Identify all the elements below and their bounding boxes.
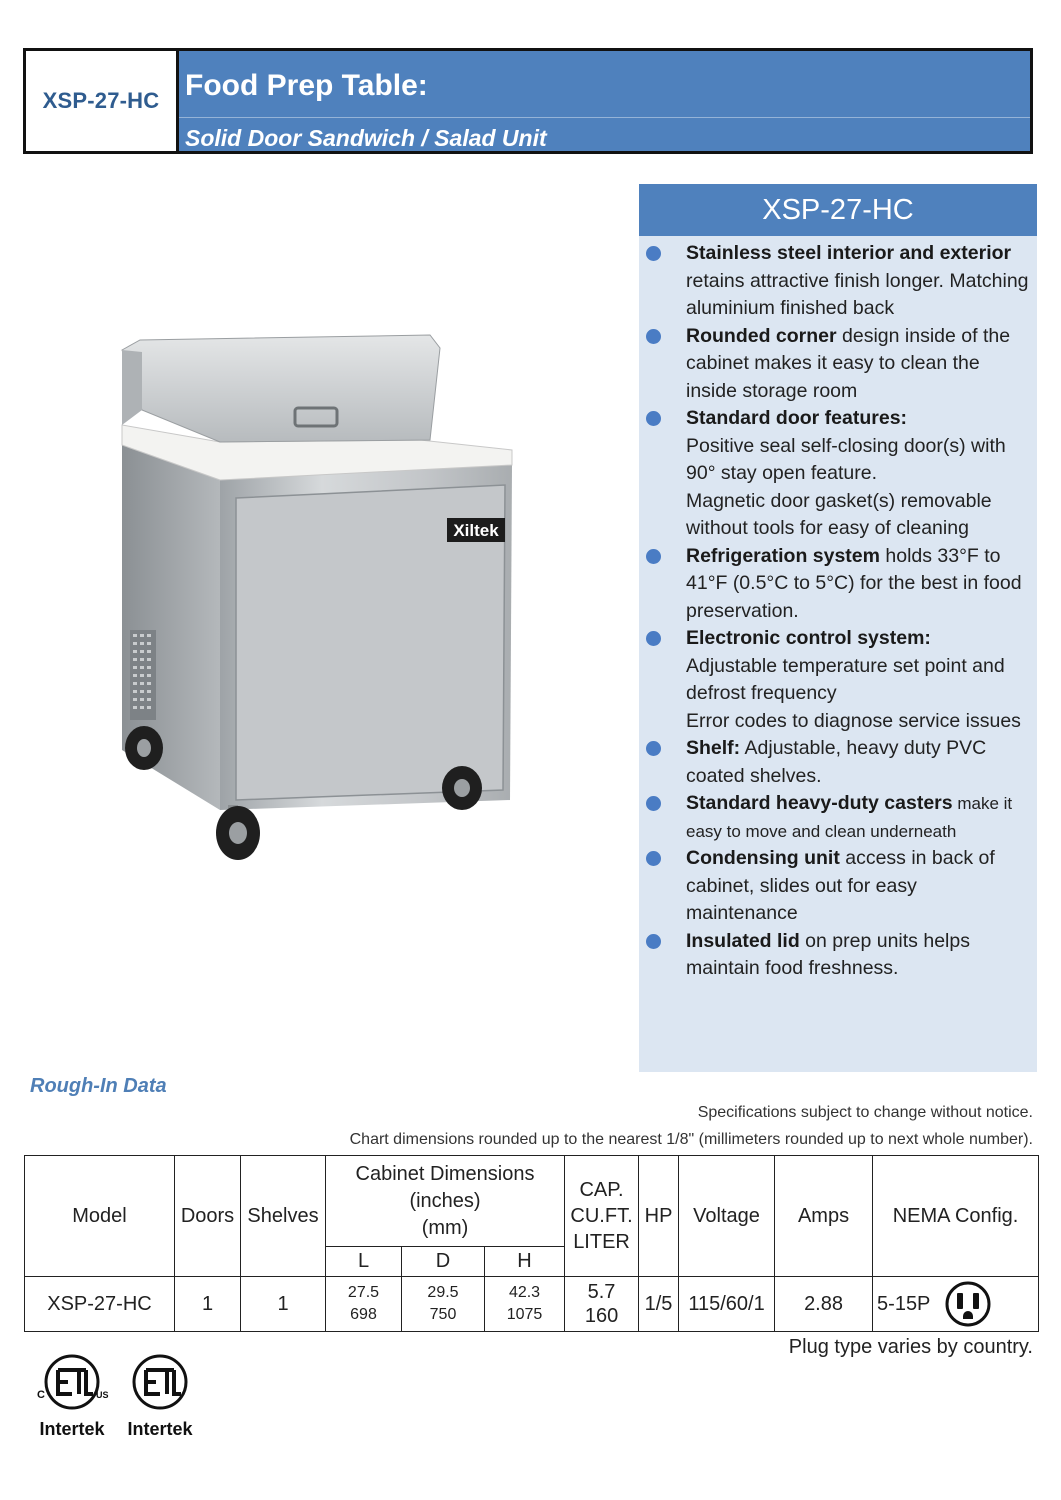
feature-item: Refrigeration system holds 33°F to 41°F (0.5°C to 5°C) for the best in food preservation. xyxy=(639,543,1033,626)
brand-label: Xiltek xyxy=(453,521,499,540)
header-bar xyxy=(23,48,1033,154)
header-h: H xyxy=(485,1247,565,1277)
cell-nema xyxy=(873,1277,1039,1332)
cell-doors: 1 xyxy=(175,1277,241,1332)
cell-shelves: 1 xyxy=(241,1277,326,1332)
cell-length: 27.5 698 xyxy=(326,1277,402,1332)
feature-item: Insulated lid on prep units helps maintain food freshness. xyxy=(639,928,1033,983)
header-d: D xyxy=(402,1247,485,1277)
header-divider xyxy=(179,117,1030,118)
table-header-row xyxy=(25,1156,1039,1247)
spec-table xyxy=(24,1155,1039,1332)
header-capacity: CAP. CU.FT. LITER xyxy=(565,1156,639,1277)
cell-capacity: 5.7 160 xyxy=(565,1277,639,1332)
header-cabinet-dimensions: Cabinet Dimensions (inches) (mm) xyxy=(326,1156,565,1247)
page-subtitle: Solid Door Sandwich / Salad Unit xyxy=(185,125,547,151)
bullet-icon xyxy=(646,631,661,646)
spec-note: Specifications subject to change without notice. xyxy=(697,1104,1033,1121)
bullet-icon xyxy=(646,246,661,261)
header-doors: Doors xyxy=(175,1156,241,1277)
header-shelves: Shelves xyxy=(241,1156,326,1277)
feature-item: Standard heavy-duty casters make it easy to move and clean underneath xyxy=(639,790,1033,845)
product-image xyxy=(100,330,540,870)
svg-text:US: US xyxy=(96,1390,109,1400)
caster-front-left xyxy=(216,805,260,860)
etl-sanitation-mark xyxy=(120,1350,200,1440)
rough-in-title: Rough-In Data xyxy=(30,1075,167,1097)
header-model-cell xyxy=(26,51,179,151)
page-title: Food Prep Table: xyxy=(185,69,428,102)
nema-value: 5-15P xyxy=(877,1292,931,1315)
caster-front-right xyxy=(442,766,482,810)
cell-amps: 2.88 xyxy=(775,1277,873,1332)
svg-text:C: C xyxy=(37,1389,45,1401)
sliding-lid xyxy=(122,335,440,442)
plug-outlet-icon xyxy=(944,1280,992,1328)
header-amps: Amps xyxy=(775,1156,873,1277)
feature-item: Condensing unit access in back of cabinet, slides out for easy maintenance xyxy=(639,845,1033,928)
chart-note: Chart dimensions rounded up to the nearest 1/8" (millimeters rounded up to next whole number). xyxy=(349,1131,1033,1148)
plug-note: Plug type varies by country. xyxy=(788,1336,1033,1358)
cell-height: 42.3 1075 xyxy=(485,1277,565,1332)
feature-item: Rounded corner design inside of the cabinet makes it easy to clean the inside storage room xyxy=(639,323,1033,406)
feature-item: Standard door features: Positive seal self-closing door(s) with 90° stay open feature. Magnetic door gasket(s) removable without tools for easy of cleaning xyxy=(639,405,1033,543)
feature-list xyxy=(639,240,1037,983)
header-model: Model xyxy=(25,1156,175,1277)
bullet-icon xyxy=(646,329,661,344)
vent-grille xyxy=(130,630,156,720)
feature-panel-title: XSP-27-HC xyxy=(639,184,1037,236)
header-model-code: XSP-27-HC xyxy=(42,88,160,113)
caster-rear-left xyxy=(125,726,163,770)
cell-hp: 1/5 xyxy=(639,1277,679,1332)
table-row xyxy=(25,1277,1039,1332)
bullet-icon xyxy=(646,411,661,426)
feature-panel xyxy=(639,184,1037,1072)
bullet-icon xyxy=(646,851,661,866)
header-hp: HP xyxy=(639,1156,679,1277)
feature-item: Electronic control system: Adjustable temperature set point and defrost frequency Error codes to diagnose service issues xyxy=(639,625,1033,735)
feature-item: Shelf: Adjustable, heavy duty PVC coated shelves. xyxy=(639,735,1033,790)
header-nema: NEMA Config. xyxy=(873,1156,1039,1277)
lid-side xyxy=(122,350,142,425)
etl-logo-icon xyxy=(32,1350,112,1414)
bullet-icon xyxy=(646,796,661,811)
cell-voltage: 115/60/1 xyxy=(679,1277,775,1332)
bullet-icon xyxy=(646,741,661,756)
header-l: L xyxy=(326,1247,402,1277)
header-voltage: Voltage xyxy=(679,1156,775,1277)
feature-item: Stainless steel interior and exterior retains attractive finish longer. Matching aluminium finished back xyxy=(639,240,1033,323)
bullet-icon xyxy=(646,549,661,564)
cert-caption: Intertek xyxy=(127,1419,193,1439)
header-title-cell xyxy=(179,51,1030,151)
cell-model: XSP-27-HC xyxy=(25,1277,175,1332)
bullet-icon xyxy=(646,934,661,949)
cert-caption: Intertek xyxy=(39,1419,105,1439)
etl-sanitation-logo-icon xyxy=(120,1350,200,1414)
etl-listed-mark xyxy=(32,1350,112,1440)
cell-depth: 29.5 750 xyxy=(402,1277,485,1332)
